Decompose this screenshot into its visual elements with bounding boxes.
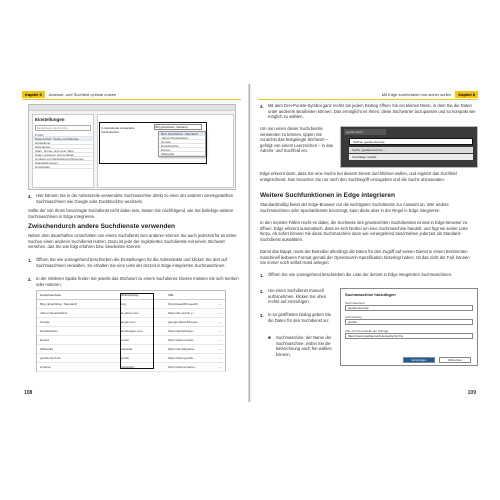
more-options-icon[interactable]: ⋯ [218, 328, 222, 334]
paragraph: Um nun einen dieser Suchdienste verwenden zu können, tippen Sie zunächst das festgelegte Stichwort – gefolgt von einem Leerzeichen – in das Adress- und Suchfeld ein. [260, 126, 333, 154]
side-item: Datenschutz, Suche und Dienste [33, 137, 93, 141]
table-cell: https://www.ecosia... [168, 338, 196, 342]
table-cell: https://www.gooble... [168, 356, 196, 360]
right-page [250, 84, 486, 402]
table-cell: bing [120, 302, 126, 306]
right-running-header [258, 90, 478, 98]
left-page [14, 84, 250, 402]
side-item: Darstellung [33, 141, 93, 145]
table-cell: Google [40, 320, 50, 324]
paragraph: In den meisten Fällen reicht es dabei, die Suchseite des gewünschten Suchdienstes einmal in Edge-Browser zu öffnen. Edge erkennt automatisch, dass es sich hierbei um eine Suchmaschine handelt, und fügt sie seiner Liste hinzu. Ab sofort können Sie diese Suchmaschine dann wie vorangehend beschrieben jederzeit als Standard-Suchdienst auswählen. [260, 220, 468, 242]
paragraph: Damit das klappt, muss der Betreiber allerdings die Daten für den Zugriff auf seinen Dienst in einem bestimmten maschinell lesbaren Format gemäß der OpenSearch-Spezifikation hinterlegt haben. Ist das nicht der Fall, können Sie immer noch selbst Hand anlegen: [260, 249, 470, 266]
callout-box [99, 122, 207, 164]
paragraph: Neben dem dauerhaften Umschalten von einem Suchdienst zum anderen können Sie auch jederzeit für einzelne Suchen einen anderen Suchdienst nutzen. Dazu ist jede der registrierten Suchdienste mit einem Stichwort versehen, das Sie wie folgt erfahren bzw. bearbeiten können: [28, 233, 237, 250]
table-cell: https://de.search.y... [168, 311, 195, 315]
table-cell: trustworthy [120, 365, 135, 369]
browser-tab: gooble-buch [344, 129, 386, 135]
step2-text: In der mittleren Spalte finden Sie jeweils das Stichwort zu einem Suchdienst. Dieses müssen Sie sich merken oder notieren. [36, 276, 239, 287]
chapter-badge: Kapitel 8 [22, 91, 45, 98]
table-cell: https://www.amazon... [168, 365, 198, 369]
side-item: Start-, Home- und neue Tabs [33, 149, 93, 153]
bullet-icon: ■ [268, 335, 271, 340]
dropdown-option: Wikipedia [159, 152, 205, 156]
col-header: Verknüpfung [120, 293, 139, 297]
more-options-icon[interactable]: ⋯ [218, 337, 222, 343]
more-options-icon[interactable]: ⋯ [218, 301, 222, 307]
page-number: 109 [467, 390, 476, 396]
keyword-column-callout [120, 293, 154, 369]
table-cell: {bing:baseURL}search [168, 302, 199, 306]
browser-titlebar [29, 105, 235, 111]
engine-table-screenshot [36, 290, 226, 372]
left-running-header [22, 90, 241, 98]
url-field[interactable]: https://www.gooble-buch.de/suche?q=%s [345, 333, 473, 339]
table-cell: Yahoo! Deutschland [40, 311, 67, 315]
step-number: 3. [260, 104, 264, 109]
step3-text: Mit dem Drei-Punkte-Symbol ganz rechts bei jedem Eintrag öffnen Sie ein kleines Menü, in dem Sie die Daten unter anderem Bearbeiten können. Das ermöglicht es Ihnen, diese Stichwörter anzupassen und so kompakt wie möglich zu wählen. [268, 103, 476, 120]
add-engine-dialog [340, 288, 478, 366]
field-label: URL mit %s anstelle der Abfrage [345, 329, 389, 333]
table-cell: duckduckgo.com [120, 329, 143, 333]
table-cell: {google:baseURL}sea... [168, 320, 200, 324]
step-number: 3. [260, 313, 264, 318]
side-item: Downloads [33, 165, 93, 169]
gutter-shadow [248, 84, 252, 402]
engine-name-field[interactable]: gooble-buch.de [345, 305, 473, 311]
settings-sidebar [32, 114, 94, 188]
settings-content [97, 114, 234, 188]
paragraph: Sollte der von Ihnen bevorzugte Suchdienst nicht dabei sein, lassen Sie nachfolgend, wie Sie beliebige weitere Suchmaschinen in Edge integrieren. [28, 208, 234, 219]
step2-text: Um einen Suchdienst manuell aufzunehmen, klicken Sie oben rechts auf Hinzufügen. [268, 288, 327, 305]
col-header: Suchmaschine [40, 293, 62, 297]
more-options-icon[interactable]: ⋯ [218, 346, 222, 352]
address-bar-screenshot [340, 126, 478, 168]
engine-select: Bing (Empfohlen, Standard) [154, 124, 202, 130]
running-title: Mit Edge komfortabel und sicher surfen [381, 91, 452, 97]
side-item: Teilen, kopieren und einfügen [33, 153, 93, 157]
section-heading: Weitere Suchfunktionen in Edge integrieren [260, 192, 395, 199]
more-options-icon[interactable]: ⋯ [218, 364, 222, 370]
table-cell: Wikipedia [40, 347, 54, 351]
step1-text: Öffnen Sie wie vorangehend beschrieben die Liste der derzeit in Edge integrierten Suchmaschinen. [268, 272, 453, 277]
section-heading: Zwischendurch andere Suchdienste verwenden [28, 223, 176, 230]
table-cell: Ecosia [40, 338, 50, 342]
step4-text: Hier können Sie in der Adresszeile verwendete Suchmaschine direkt zu einer der anderen voreingestellten Suchmaschinen wie Google oder DuckDuckGo wechseln. [36, 193, 234, 204]
step-number: 1. [260, 273, 264, 278]
field-label: Verknüpfung [345, 315, 362, 319]
step1-text: Öffnen Sie wie vorangehend beschrieben die Einstellungen für die Adressleiste und klicken Sie dort auf Suchmaschinen verwalten. So erhalten Sie eine Liste der derzeit in Edge integrierten Suchmaschinen. [36, 257, 228, 268]
add-button[interactable]: Hinzufügen [403, 357, 435, 363]
side-item: Standardbrowser [33, 161, 93, 165]
more-options-icon[interactable]: ⋯ [218, 319, 222, 325]
suggestion: Suche | gooble-buch.de | ... [349, 147, 473, 153]
shortcut-field[interactable]: gooble [345, 319, 473, 325]
step-number: 4. [28, 194, 32, 199]
dropdown-option: Yahoo! Deutschland [159, 136, 205, 140]
header-rule [258, 99, 478, 100]
settings-search: Einstellungen durchsuchen [35, 125, 91, 131]
cancel-button[interactable]: Abbrechen [439, 357, 471, 363]
address-field: Suchen gooble-buch.de [349, 138, 473, 145]
step3b-text: In so geöffneten Dialog geben Sie die Daten für den Suchdienst an: [268, 312, 332, 323]
table-cell: Amazon [40, 365, 52, 369]
step-number: 2. [260, 289, 264, 294]
dropdown-option: Bing (Empfohlen, Standard) [159, 132, 205, 136]
more-options-icon[interactable]: ⋯ [218, 310, 222, 316]
field-label: Suchmaschine [345, 301, 365, 305]
engine-label: In Adressleiste verwendete Suchmaschine [101, 126, 135, 134]
page-number: 108 [24, 390, 33, 396]
side-item: Seitenleiste [33, 145, 93, 149]
bullet-text: Suchmaschine: der Name der Suchmaschine, wobei Sie die Bezeichnung auch frei wählen können. [276, 335, 332, 357]
dialog-title: Suchmaschine hinzufügen [345, 292, 396, 297]
side-item: Cookies und Websiteberechtigungen [33, 157, 93, 161]
header-rule [22, 99, 241, 100]
table-cell: DuckDuckGo [40, 329, 58, 333]
running-title: Adresse- und Suchfeld optimal nutzen [48, 91, 117, 97]
side-item: Profile [33, 133, 93, 137]
table-cell: ecosia [120, 338, 129, 342]
table-cell: gooble [120, 356, 130, 360]
table-cell: Bing (Empfohlen, Standard) [40, 302, 78, 306]
table-cell: google.com [120, 320, 136, 324]
paragraph: Standardmäßig bietet der Edge-Browser nur die wichtigsten Suchdienste zur Auswahl an. Wer andere Suchmaschinen oder Spezialdienste bevorzugt, kann diese aber in der Regel in Edge integrieren. [260, 202, 449, 213]
suggestion: Vorschläge: Gooble [349, 154, 473, 160]
table-cell: gooble-buch.de [40, 356, 61, 360]
table-cell: https://de.wikipedia... [168, 347, 197, 351]
chapter-badge: Kapitel 8 [455, 91, 478, 98]
settings-screenshot [28, 104, 236, 190]
table-cell: wikipedia [120, 347, 133, 351]
col-header: URL [168, 293, 175, 297]
dropdown-option: Google [159, 140, 205, 144]
more-options-icon[interactable]: ⋯ [218, 355, 222, 361]
table-cell: de.yahoo.com [120, 311, 139, 315]
table-cell: https://duckduckgo... [168, 329, 196, 333]
step-number: 2. [28, 277, 32, 282]
settings-title: Einstellungen [35, 117, 65, 122]
step-number: 1. [28, 258, 32, 263]
paragraph: Edge erkennt dann, dass Sie eine Suche bei diesem Dienst durchführen wollen, und ergänzt das Suchfeld entsprechend. Nun brauchen Sie nur noch den Suchbegriff einzugeben und die Suche abzusenden. [260, 171, 457, 182]
dropdown-option: Ecosia [159, 148, 205, 152]
dropdown-option: DuckDuckGo [159, 144, 205, 148]
